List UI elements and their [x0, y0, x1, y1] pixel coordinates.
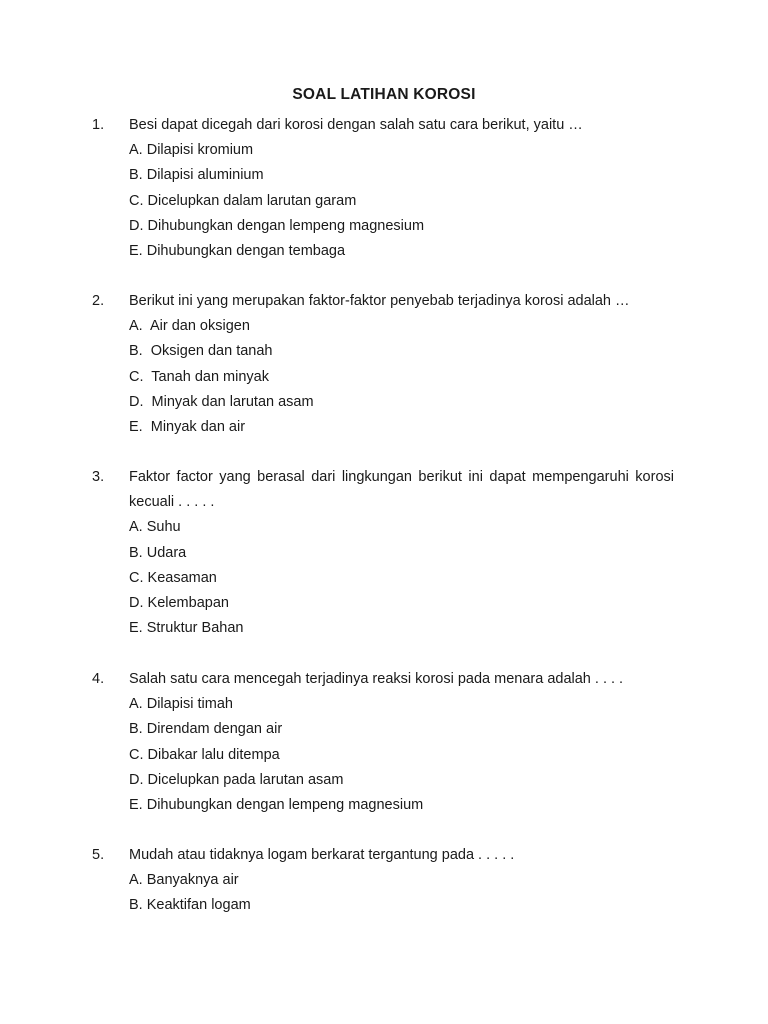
- question-number: 4.: [92, 671, 105, 687]
- question-number: 5.: [92, 847, 105, 863]
- option-list: [129, 868, 674, 918]
- option-list: [129, 515, 674, 641]
- option-a: A. Air dan oksigen: [129, 318, 250, 335]
- option-c: C. Dicelupkan dalam larutan garam: [129, 192, 357, 209]
- question-text: Mudah atau tidaknya logam berkarat tergantung pada . . . . .: [129, 847, 515, 863]
- question-number: 1.: [92, 117, 105, 133]
- question-number: 2.: [92, 293, 105, 309]
- option-d: D. Kelembapan: [129, 595, 229, 611]
- option-b: B. Keaktifan logam: [129, 897, 251, 914]
- option-b: B. Direndam dengan air: [129, 721, 283, 738]
- option-b: B. Udara: [129, 544, 187, 561]
- question-text: Faktor factor yang berasal dari lingkungan berikut ini dapat mempengaruhi korosi kecuali . . . . .: [129, 469, 674, 511]
- option-e: E. Dihubungkan dengan lempeng magnesium: [129, 797, 424, 813]
- option-d: D. Dicelupkan pada larutan asam: [129, 771, 344, 788]
- option-a: A. Dilapisi timah: [129, 696, 233, 713]
- option-c: C. Keasaman: [129, 569, 217, 586]
- option-e: E. Dihubungkan dengan tembaga: [129, 243, 346, 259]
- option-b: B. Dilapisi aluminium: [129, 167, 264, 184]
- option-b: B. Oksigen dan tanah: [129, 343, 273, 360]
- question-text: Besi dapat dicegah dari korosi dengan salah satu cara berikut, yaitu …: [129, 117, 583, 133]
- option-c: C. Tanah dan minyak: [129, 368, 269, 385]
- option-list: [129, 314, 674, 440]
- option-c: C. Dibakar lalu ditempa: [129, 746, 280, 763]
- option-e: E. Minyak dan air: [129, 419, 246, 435]
- option-d: D. Dihubungkan dengan lempeng magnesium: [129, 217, 425, 234]
- question-number: 3.: [92, 469, 105, 485]
- option-a: A. Suhu: [129, 519, 181, 536]
- option-a: A. Dilapisi kromium: [129, 142, 254, 159]
- option-a: A. Banyaknya air: [129, 872, 239, 889]
- document-title: SOAL LATIHAN KOROSI: [292, 86, 476, 103]
- option-list: [129, 138, 674, 264]
- option-d: D. Minyak dan larutan asam: [129, 393, 314, 410]
- option-e: E. Struktur Bahan: [129, 620, 244, 637]
- question-text: Salah satu cara mencegah terjadinya reaksi korosi pada menara adalah . . . .: [129, 671, 624, 687]
- option-list: [129, 692, 674, 818]
- question-text: Berikut ini yang merupakan faktor-faktor penyebab terjadinya korosi adalah …: [129, 293, 630, 309]
